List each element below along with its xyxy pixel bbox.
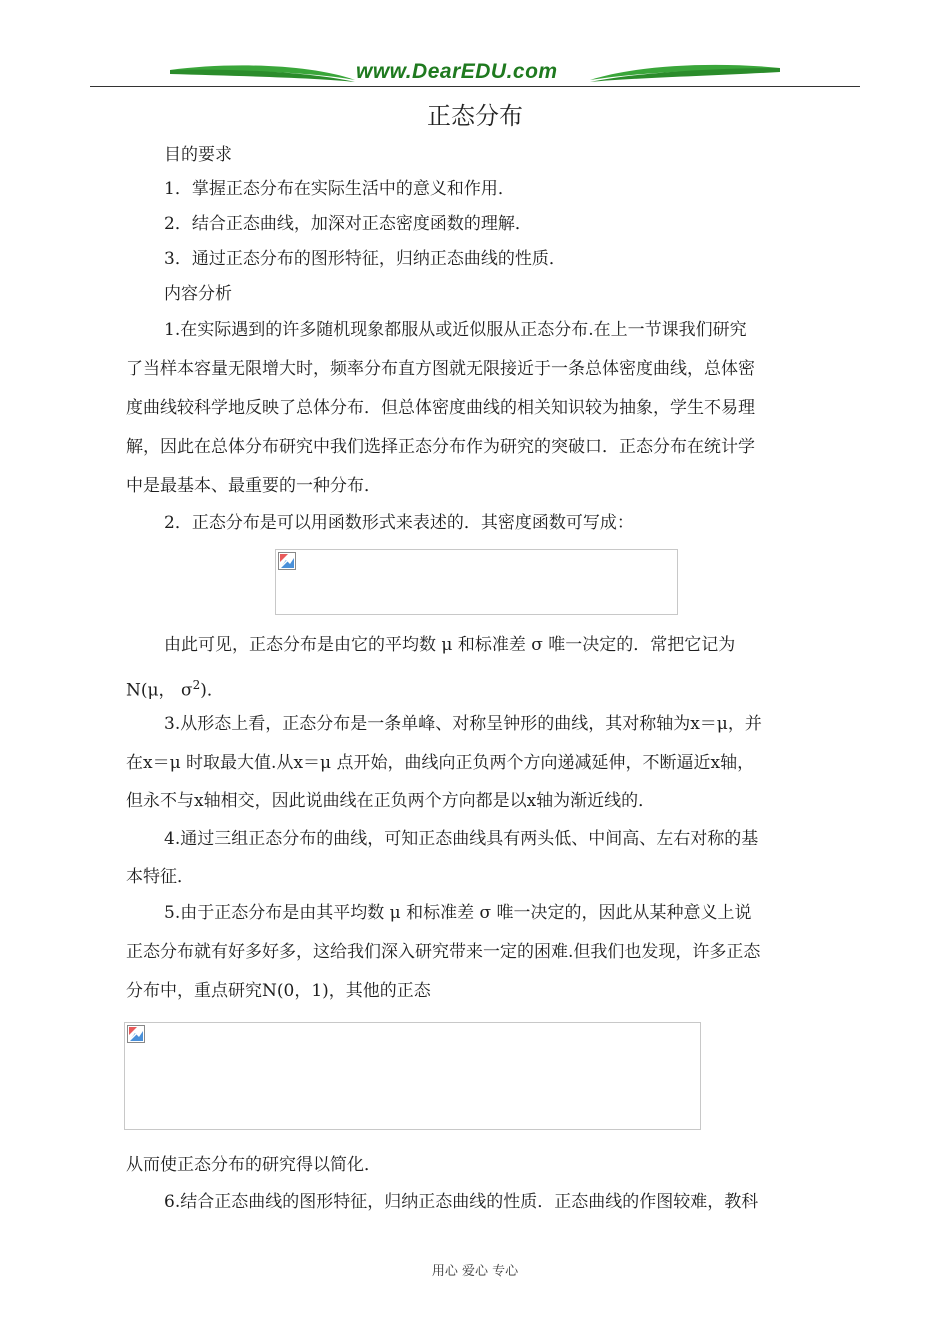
paragraph-line: 4.通过三组正态分布的曲线，可知正态曲线具有两头低、中间高、左右对称的基 <box>164 829 759 849</box>
paragraph-line: 了当样本容量无限增大时，频率分布直方图就无限接近于一条总体密度曲线，总体密 <box>126 359 755 379</box>
broken-image-icon <box>127 1025 145 1043</box>
paragraph-line: 3.从形态上看，正态分布是一条单峰、对称呈钟形的曲线，其对称轴为x＝μ，并 <box>164 714 762 734</box>
paragraph-line: 本特征． <box>126 867 194 887</box>
paragraph-line: 分布中，重点研究N(0，1)，其他的正态 <box>126 981 431 1001</box>
paragraph-line: 在x＝μ 时取最大值.从x＝μ 点开始，曲线向正负两个方向递减延伸，不断逼近x轴， <box>126 753 755 773</box>
density-formula-image <box>275 549 678 615</box>
paragraph-line: 度曲线较科学地反映了总体分布．但总体密度曲线的相关知识较为抽象，学生不易理 <box>126 398 755 418</box>
paragraph-line: 中是最基本、最重要的一种分布． <box>126 476 381 496</box>
paragraph-line: 6.结合正态曲线的图形特征，归纳正态曲线的性质．正态曲线的作图较难，教科 <box>164 1192 759 1212</box>
standardization-image <box>124 1022 701 1130</box>
paragraph-line: 5.由于正态分布是由其平均数 μ 和标准差 σ 唯一决定的，因此从某种意义上说 <box>164 903 752 923</box>
normal-notation <box>126 674 224 702</box>
goal-item: 2．结合正态曲线，加深对正态密度函数的理解． <box>164 214 532 234</box>
paragraph-line: 但永不与x轴相交，因此说曲线在正负两个方向都是以x轴为渐近线的． <box>126 791 656 811</box>
broken-image-icon <box>278 552 296 570</box>
notation-exponent: 2 <box>192 678 201 692</box>
goal-item: 1．掌握正态分布在实际生活中的意义和作用． <box>164 179 515 199</box>
paragraph-line: 正态分布就有好多好多，这给我们深入研究带来一定的困难.但我们也发现，许多正态 <box>126 942 761 962</box>
paragraph-line: 2．正态分布是可以用函数形式来表述的．其密度函数可写成： <box>164 513 634 533</box>
notation-prefix: N(μ， σ <box>126 680 193 701</box>
goals-heading: 目的要求 <box>164 145 232 165</box>
paragraph-line: 由此可见，正态分布是由它的平均数 μ 和标准差 σ 唯一决定的．常把它记为 <box>164 635 736 655</box>
page-title: 正态分布 <box>427 102 523 130</box>
paragraph-line: 从而使正态分布的研究得以简化． <box>126 1155 381 1175</box>
analysis-heading: 内容分析 <box>164 284 232 304</box>
paragraph-line: 解，因此在总体分布研究中我们选择正态分布作为研究的突破口．正态分布在统计学 <box>126 437 755 457</box>
paragraph-line: 1.在实际遇到的许多随机现象都服从或近似服从正态分布.在上一节课我们研究 <box>164 320 747 340</box>
goal-item: 3．通过正态分布的图形特征，归纳正态曲线的性质． <box>164 249 566 269</box>
page-footer: 用心 爱心 专心 <box>431 1264 519 1279</box>
site-logo[interactable]: www.DearEDU.com <box>356 60 558 83</box>
notation-suffix: )． <box>200 680 224 701</box>
